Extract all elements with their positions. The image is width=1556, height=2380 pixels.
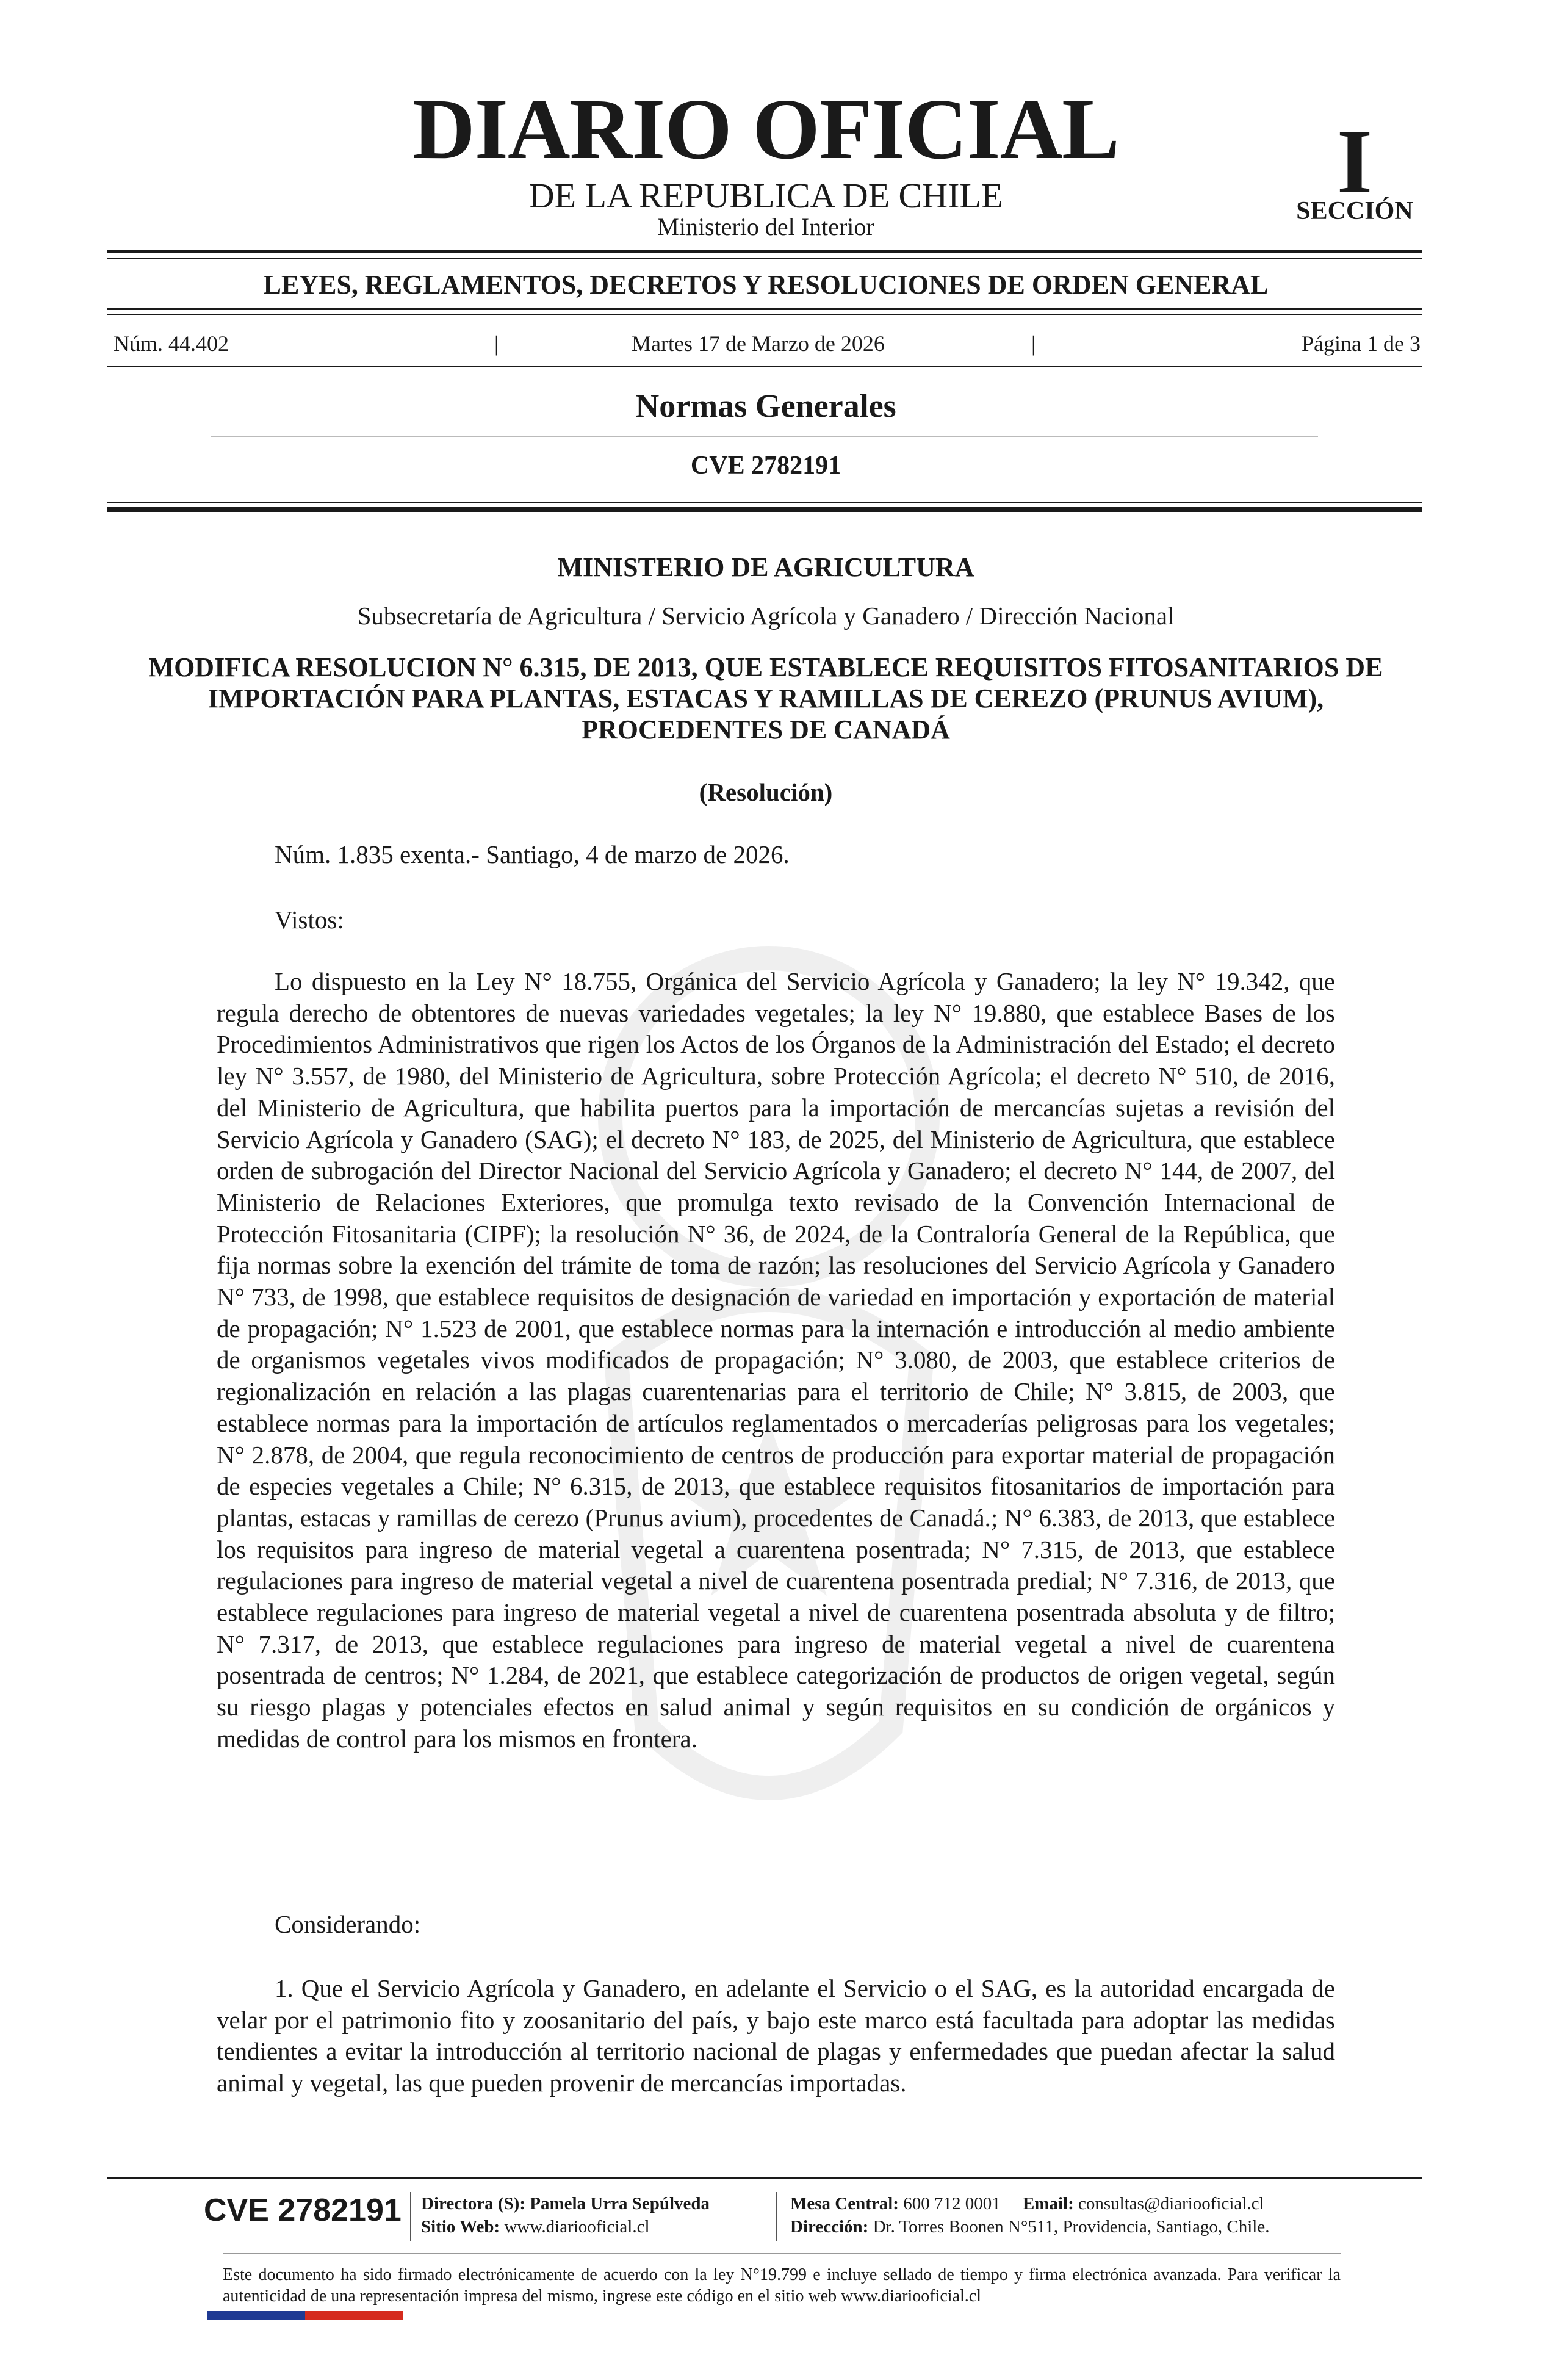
flag-stripe-blue <box>207 2311 305 2320</box>
resolution-number: Núm. 1.835 exenta.- Santiago, 4 de marzo de 2026. <box>275 840 790 868</box>
issue-number: Núm. 44.402 <box>113 331 229 356</box>
category-line: LEYES, REGLAMENTOS, DECRETOS Y RESOLUCIONES DE ORDEN GENERAL <box>263 270 1269 300</box>
footer-direccion-label: Dirección: <box>790 2217 869 2237</box>
section-numeral: I <box>1336 111 1373 212</box>
category-rule-thick <box>107 308 1422 310</box>
issue-date: Martes 17 de Marzo de 2026 <box>632 331 885 356</box>
footer-email-label: Email: <box>1022 2194 1074 2213</box>
document-title: MODIFICA RESOLUCION N° 6.315, DE 2013, QUE ESTABLECE REQUISITOS FITOSANITARIOS DE IMPORTACIÓN PARA PLANTAS, ESTACAS Y RAMILLAS DE CEREZO (PRUNUS AVIUM), PROCEDENTES DE CANADÁ <box>148 652 1383 745</box>
footer-directora-value: Pamela Urra Sepúlveda <box>530 2194 710 2213</box>
vistos-label: Vistos: <box>275 906 344 934</box>
section-title: Normas Generales <box>635 388 896 424</box>
footer-website <box>421 2218 650 2236</box>
footer-cve-code: CVE 2782191 <box>204 2193 402 2228</box>
flag-stripe-red <box>305 2311 403 2320</box>
footer-directora <box>421 2195 710 2213</box>
cve-code: CVE 2782191 <box>690 452 841 480</box>
footer-mesa-label: Mesa Central: <box>790 2194 899 2213</box>
category-rule-thin <box>107 314 1422 315</box>
info-separator: | <box>1031 331 1036 356</box>
masthead-rule-thick <box>107 250 1422 253</box>
masthead-title: DIARIO OFICIAL <box>412 81 1119 177</box>
footer-address <box>790 2218 1269 2236</box>
footer-email-link[interactable]: consultas@diariooficial.cl <box>1078 2194 1264 2213</box>
footer-top-rule <box>107 2177 1422 2179</box>
vistos-paragraph: Lo dispuesto en la Ley N° 18.755, Orgánica del Servicio Agrícola y Ganadero; la ley N° 19.342, que regula derecho de obtentores de nuevas variedades vegetales; la ley N° 19.880, que establece Bases de los Procedimientos Administrativos que rigen los Actos de los Órganos de la Administración del Estado; el decreto ley N° 3.557, de 1980, del Ministerio de Agricultura, sobre Protección Agrícola; el decreto N° 510, de 2016, del Ministerio de Agricultura, que habilita puertos para la importación de mercancías sujetas a revisión del Servicio Agrícola y Ganadero (SAG); el decreto N° 183, de 2025, del Ministerio de Agricultura, que establece orden de subrogación del Director Nacional del Servicio Agrícola y Ganadero; el decreto N° 144, de 2007, del Ministerio de Relaciones Exteriores, que promulga texto revisado de la Convención Internacional de Protección Fitosanitaria (CIPF); la resolución N° 36, de 2024, de la Contraloría General de la República, que fija normas sobre la exención del trámite de toma de razón; las resoluciones del Servicio Agrícola y Ganadero N° 733, de 1998, que establece requisitos de designación de variedad en importación y exportación de material de propagación; N° 1.523 de 2001, que establece normas para la internación e introducción al medio ambiente de organismos vegetales vivos modificados de propagación; N° 3.080, de 2003, que establece criterios de regionalización en relación a las plagas cuarentenarias para el territorio de Chile; N° 3.815, de 2003, que establece normas para la importación de artículos reglamentados o mercaderías peligrosas para los vegetales; N° 2.878, de 2004, que regula reconocimiento de centros de producción para exportar material de propagación de especies vegetales a Chile; N° 6.315, de 2013, que establece requisitos fitosanitarios de importación para plantas, estacas y ramillas de cerezo (Prunus avium), procedentes de Canadá.; N° 6.383, de 2013, que establece los requisitos para ingreso de material vegetal a cuarentena posentrada; N° 7.315, de 2013, que establece regulaciones para ingreso de material vegetal a nivel de cuarentena posentrada predial; N° 7.316, de 2013, que establece regulaciones para ingreso de material vegetal a nivel de cuarentena posentrada absoluta y de filtro; N° 7.317, de 2013, que establece regulaciones para ingreso de material vegetal a nivel de cuarentena posentrada de centros; N° 1.284, de 2021, que establece categorización de productos de origen vegetal, según su riesgo plagas y potenciales efectos en salud animal y según requisitos en su condición de orgánicos y medidas de control para los mismos en frontera. <box>217 967 1335 1753</box>
masthead-subtitle: DE LA REPUBLICA DE CHILE <box>528 176 1003 215</box>
footer-web-label: Sitio Web: <box>421 2217 500 2237</box>
resolution-label: (Resolución) <box>699 778 833 806</box>
footer-contact <box>790 2195 1264 2213</box>
footer-directora-label: Directora (S): <box>421 2194 525 2213</box>
section-label: SECCIÓN <box>1296 197 1413 225</box>
section-title-rule <box>211 436 1318 437</box>
info-separator: | <box>494 331 499 356</box>
footer-legal-notice: Este documento ha sido firmado electrónicamente de acuerdo con la ley N°19.799 e incluye sellado de tiempo y firma electrónica avanzada. Para verificar la autenticidad de una representación impresa del mismo, ingrese este código en el sitio web www.diariooficial.cl <box>223 2265 1341 2306</box>
considerando-label: Considerando: <box>275 1910 421 1938</box>
masthead-ministry: Ministerio del Interior <box>657 213 874 240</box>
header-rule-thin <box>107 502 1422 503</box>
footer-direccion-value: Dr. Torres Boonen N°511, Providencia, Santiago, Chile. <box>873 2217 1270 2237</box>
footer-separator <box>410 2192 411 2241</box>
masthead-rule-thin <box>107 258 1422 259</box>
footer-mid-rule <box>223 2253 1341 2254</box>
ministry-heading: MINISTERIO DE AGRICULTURA <box>557 552 974 582</box>
considerando-paragraph-1: 1. Que el Servicio Agrícola y Ganadero, en adelante el Servicio o el SAG, es la autoridad encargada de velar por el patrimonio fito y zoosanitario del país, y bajo este marco está facultada para adoptar las medidas tendientes a evitar la introducción al territorio nacional de plagas y enfermedades que puedan afectar la salud animal y vegetal, las que pueden provenir de mercancías importadas. <box>217 1974 1335 2097</box>
header-rule-thick <box>107 507 1422 512</box>
footer-mesa-value: 600 712 0001 <box>903 2194 1001 2213</box>
footer-web-link[interactable]: www.diariooficial.cl <box>504 2217 650 2237</box>
footer-separator <box>776 2192 777 2241</box>
page-indicator: Página 1 de 3 <box>1302 331 1421 356</box>
subsecretaria-line: Subsecretaría de Agricultura / Servicio Agrícola y Ganadero / Dirección Nacional <box>357 602 1175 630</box>
info-rule <box>107 366 1422 367</box>
